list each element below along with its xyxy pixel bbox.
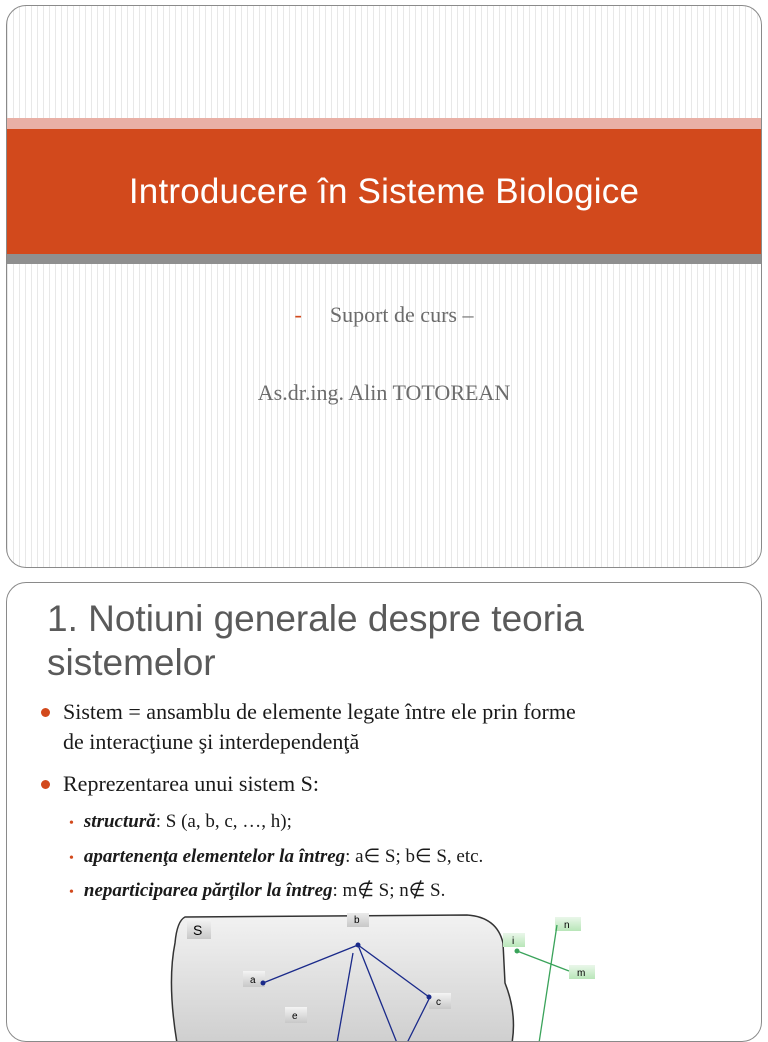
node-a-dot	[261, 981, 266, 986]
node-label-n: n	[564, 920, 570, 931]
node-label-a: a	[250, 975, 256, 986]
author: As.dr.ing. Alin TOTOREAN	[257, 380, 511, 405]
content-slide	[6, 582, 762, 1042]
sub-rest: : S (a, b, c, …, h);	[155, 811, 292, 832]
title-band	[7, 129, 761, 254]
sub-rest: : a∈ S; b∈ S, etc.	[345, 846, 484, 867]
slide2-title: 1. Notiuni generale despre teoria sistemelor	[47, 598, 584, 683]
sub-rest: : m∉ S; n∉ S.	[332, 880, 446, 901]
subtitle	[7, 302, 761, 328]
sub-bullet-icon: •	[69, 851, 74, 866]
bullet-dot-icon	[41, 708, 50, 717]
node-label-b: b	[354, 915, 360, 926]
sub-term: structură	[83, 811, 156, 832]
title-slide	[6, 5, 762, 568]
bullet-line: Reprezentarea unui sistem S:	[63, 771, 319, 796]
bullet-item	[41, 697, 576, 757]
slide-title: Introducere în Sisteme Biologice	[128, 171, 640, 211]
sub-term: apartenenţa elementelor la întreg	[83, 846, 346, 867]
accent-band-bottom	[7, 254, 761, 264]
node-c-dot	[427, 995, 432, 1000]
bullet-line: Sistem = ansamblu de elemente legate între ele prin forme	[63, 699, 576, 724]
set-label: S	[193, 922, 203, 938]
system-set-shape	[171, 915, 513, 1042]
node-label-m: m	[577, 968, 586, 979]
node-label-i: i	[512, 936, 515, 947]
node-label-c: c	[436, 997, 441, 1008]
sub-item	[69, 811, 292, 833]
bullet-item	[41, 769, 319, 799]
sub-item	[69, 845, 483, 868]
sub-bullet-icon: •	[69, 816, 74, 831]
node-b-dot	[356, 943, 361, 948]
bullet-line: de interacţiune şi interdependenţă	[63, 729, 360, 754]
sub-item	[69, 879, 445, 902]
sub-term: neparticiparea părţilor la întreg	[83, 880, 333, 901]
subtitle-dash: -	[294, 302, 302, 327]
node-i-dot	[515, 949, 520, 954]
bullet-dot-icon	[41, 780, 50, 789]
subtitle-text: Suport de curs –	[329, 302, 474, 327]
sub-bullet-icon: •	[69, 885, 74, 900]
system-diagram	[167, 913, 627, 1042]
node-label-e: e	[292, 1011, 298, 1022]
accent-band-top	[7, 118, 761, 129]
